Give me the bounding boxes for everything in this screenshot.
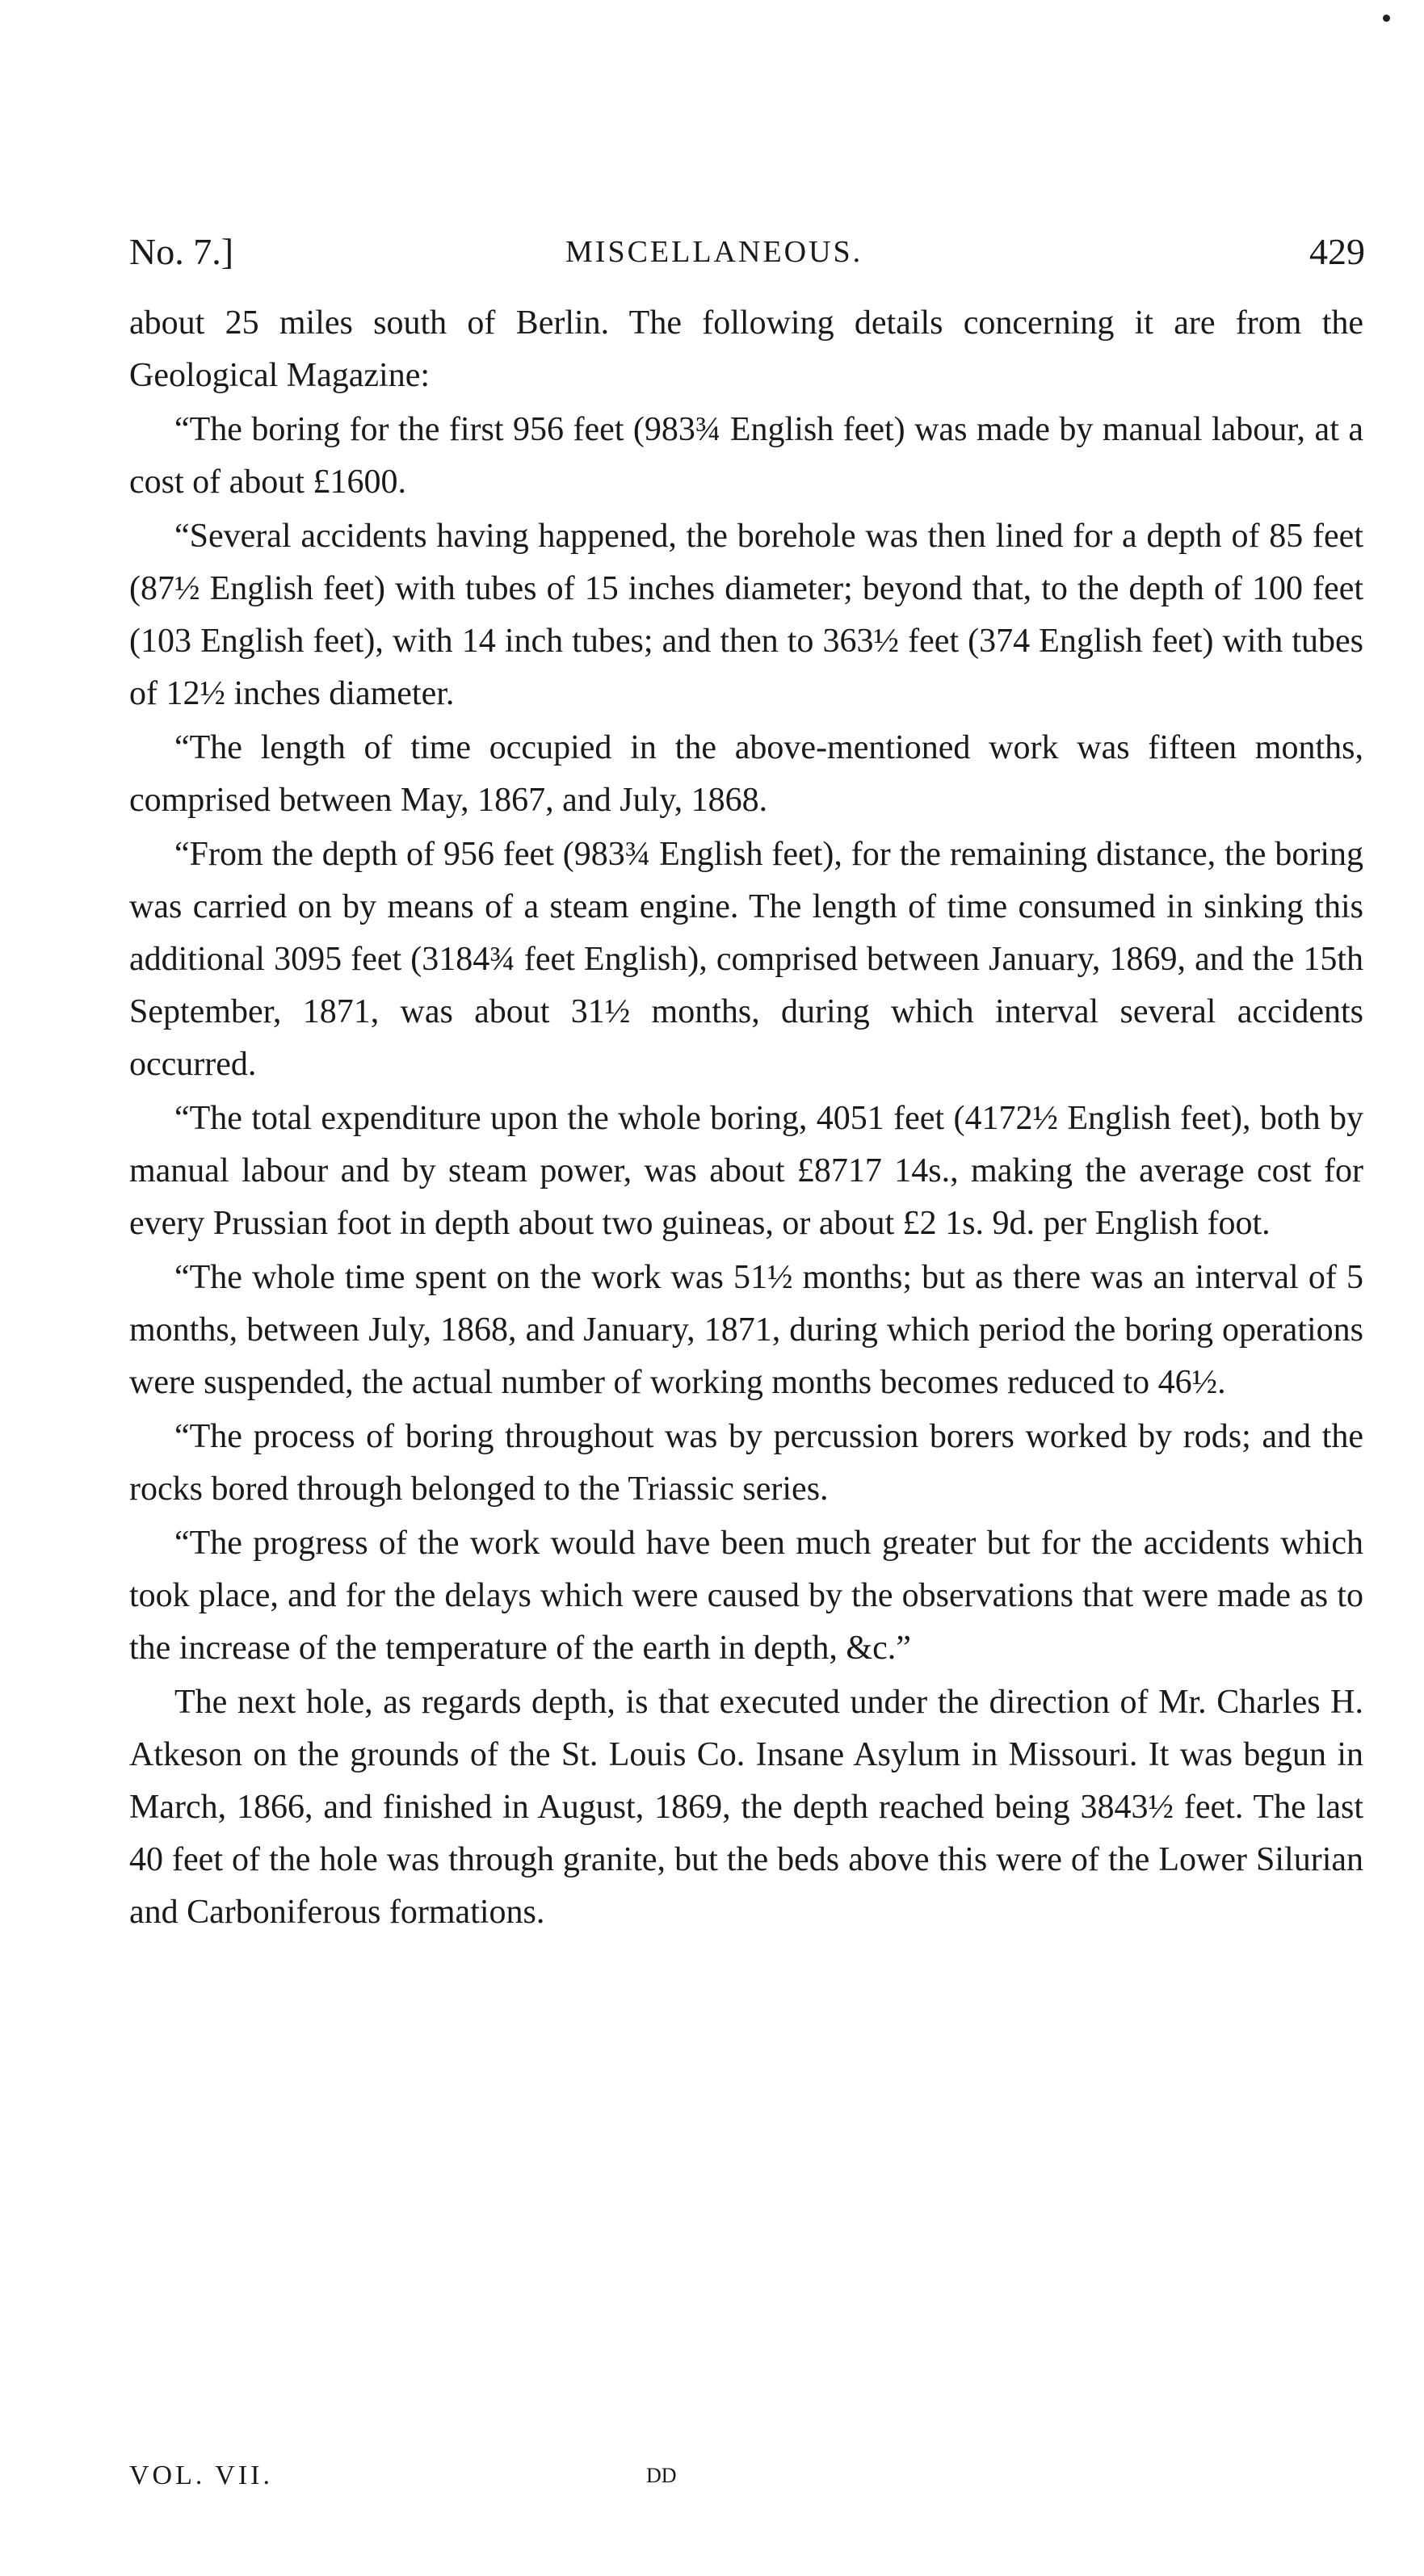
paragraph: “The process of boring throughout was by percussion borers worked by rods; and the rocks bored through belonged to the Triassic series. bbox=[129, 1418, 1363, 1508]
paragraph: The next hole, as regards depth, is that executed under the direction of Mr. Charles H. Atkeson on the grounds of the St. Louis Co. Insane Asylum in Missouri. It was begun in March, 1866, and finished in August, 1869, the depth reached being 3843½ feet. The last 40 feet of the hole was through granite, but the beds above this were of the Lower Silurian and Carboniferous formations. bbox=[129, 1684, 1363, 1931]
paragraph: “The boring for the first 956 feet (983¾ English feet) was made by manual labour, at a cost of about £1600. bbox=[129, 411, 1363, 501]
page-footer bbox=[129, 2452, 856, 2500]
page-number: 429 bbox=[1309, 231, 1365, 272]
volume-label: VOL. VII. bbox=[129, 2461, 273, 2490]
body-text bbox=[129, 297, 1363, 1939]
paragraph: about 25 miles south of Berlin. The following details concerning it are from the Geological Magazine: bbox=[129, 304, 1363, 394]
ink-dot bbox=[1383, 15, 1390, 22]
paragraph: “The length of time occupied in the above-mentioned work was fifteen months, comprised between May, 1867, and July, 1868. bbox=[129, 729, 1363, 819]
signature-mark: DD bbox=[646, 2464, 677, 2487]
paragraph: “Several accidents having happened, the borehole was then lined for a depth of 85 feet (87½ English feet) with tubes of 15 inches diameter; beyond that, to the depth of 100 feet (103 English feet), with 14 inch tubes; and then to 363½ feet (374 English feet) with tubes of 12½ inches diameter. bbox=[129, 518, 1363, 712]
issue-number: No. 7.] bbox=[129, 231, 234, 272]
paragraph: “The total expenditure upon the whole boring, 4051 feet (4172½ English feet), both by manual labour and by steam power, was about £8717 14s., making the average cost for every Prussian foot in depth about two guineas, or about £2 1s. 9d. per English foot. bbox=[129, 1100, 1363, 1242]
section-title: MISCELLANEOUS. bbox=[565, 235, 863, 269]
running-header bbox=[129, 220, 1373, 284]
paragraph: “The progress of the work would have been much greater but for the accidents which took place, and for the delays which were caused by the observations that were made as to the increase of the temperature of the earth in depth, &c.” bbox=[129, 1525, 1363, 1667]
paragraph: “The whole time spent on the work was 51½ months; but as there was an interval of 5 months, between July, 1868, and January, 1871, during which period the boring operations were suspended, the actual number of working months becomes reduced to 46½. bbox=[129, 1259, 1363, 1401]
paragraph: “From the depth of 956 feet (983¾ English feet), for the remaining distance, the boring was carried on by means of a steam engine. The length of time consumed in sinking this additional 3095 feet (3184¾ feet English), comprised between January, 1869, and the 15th September, 1871, was about 31½ months, during which interval several accidents occurred. bbox=[129, 836, 1363, 1083]
